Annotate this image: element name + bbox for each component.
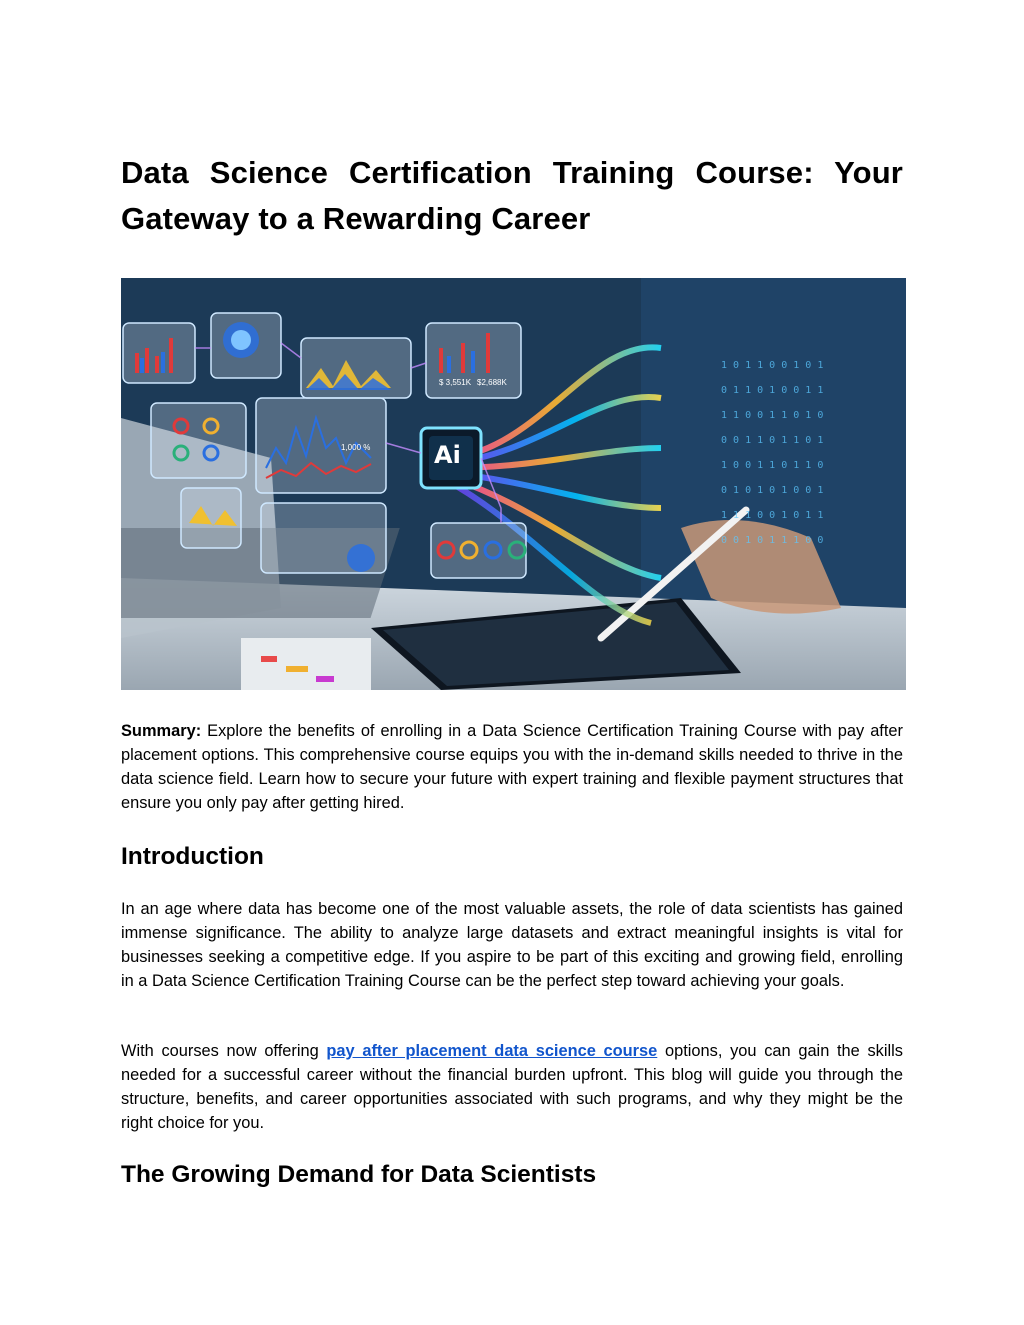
summary-paragraph [121, 719, 903, 815]
svg-text:0 1 1 0 1 0 0 1 1: 0 1 1 0 1 0 0 1 1 [721, 385, 824, 396]
hero-ai-chip-label: Ai [434, 441, 461, 469]
svg-text:0 0 1 1 0 1 1 0 1: 0 0 1 1 0 1 1 0 1 [721, 435, 824, 446]
hero-image [121, 278, 906, 690]
summary-text: Explore the benefits of enrolling in a Data Science Certification Training Course with pay after placement options. This comprehensive course equips you with the in-demand skills needed to thrive in the data science field. Learn how to secure your future with expert training and flexible payment structures that ensure you only pay after getting hired. [121, 722, 903, 812]
svg-text:1 0 1 1 0 0 1 0 1: 1 0 1 1 0 0 1 0 1 [721, 360, 824, 371]
svg-text:1 1 0 0 1 1 0 1 0: 1 1 0 0 1 1 0 1 0 [721, 410, 824, 421]
hero-illustration [121, 278, 906, 690]
paragraph2-after-link: options, you can gain the skills needed for a successful career without the financial burden upfront. This blog will guide you through the structure, benefits, and career opportunities associated with such programs, and why they might be the right choice for you. [121, 1042, 903, 1132]
summary-label: Summary: [121, 722, 202, 740]
svg-text:1 0 0 1 1 0 1 1 0: 1 0 0 1 1 0 1 1 0 [721, 460, 824, 471]
introduction-paragraph-1: In an age where data has become one of the most valuable assets, the role of data scientists has gained immense significance. The ability to analyze large datasets and extract meaningful insights is vital for businesses seeking a competitive edge. If you aspire to be part of this exciting and growing field, enrolling in a Data Science Certification Training Course can be the perfect step toward achieving your goals. [121, 900, 903, 990]
introduction-heading: Introduction [121, 843, 264, 870]
svg-text:0 1 0 1 0 1 0 0 1: 0 1 0 1 0 1 0 0 1 [721, 485, 824, 496]
hero-percent-label: 1,000 % [341, 443, 371, 452]
hero-dashboard-value-2: $2,688K [477, 378, 507, 387]
growing-demand-heading: The Growing Demand for Data Scientists [121, 1161, 597, 1188]
svg-text:0 0 1 0 1 1 1 0 0: 0 0 1 0 1 1 1 0 0 [721, 535, 824, 546]
introduction-paragraph-2 [121, 1039, 903, 1135]
svg-text:1 1 1 0 0 1 0 1 1: 1 1 1 0 0 1 0 1 1 [721, 510, 824, 521]
paragraph2-before-link: With courses now offering [121, 1042, 327, 1060]
hero-dashboard-value-1: $ 3,551K [439, 378, 472, 387]
pay-after-placement-link[interactable]: pay after placement data science course [326, 1042, 658, 1060]
document-title: Data Science Certification Training Course: Your Gateway to a Rewarding Career [121, 155, 903, 236]
